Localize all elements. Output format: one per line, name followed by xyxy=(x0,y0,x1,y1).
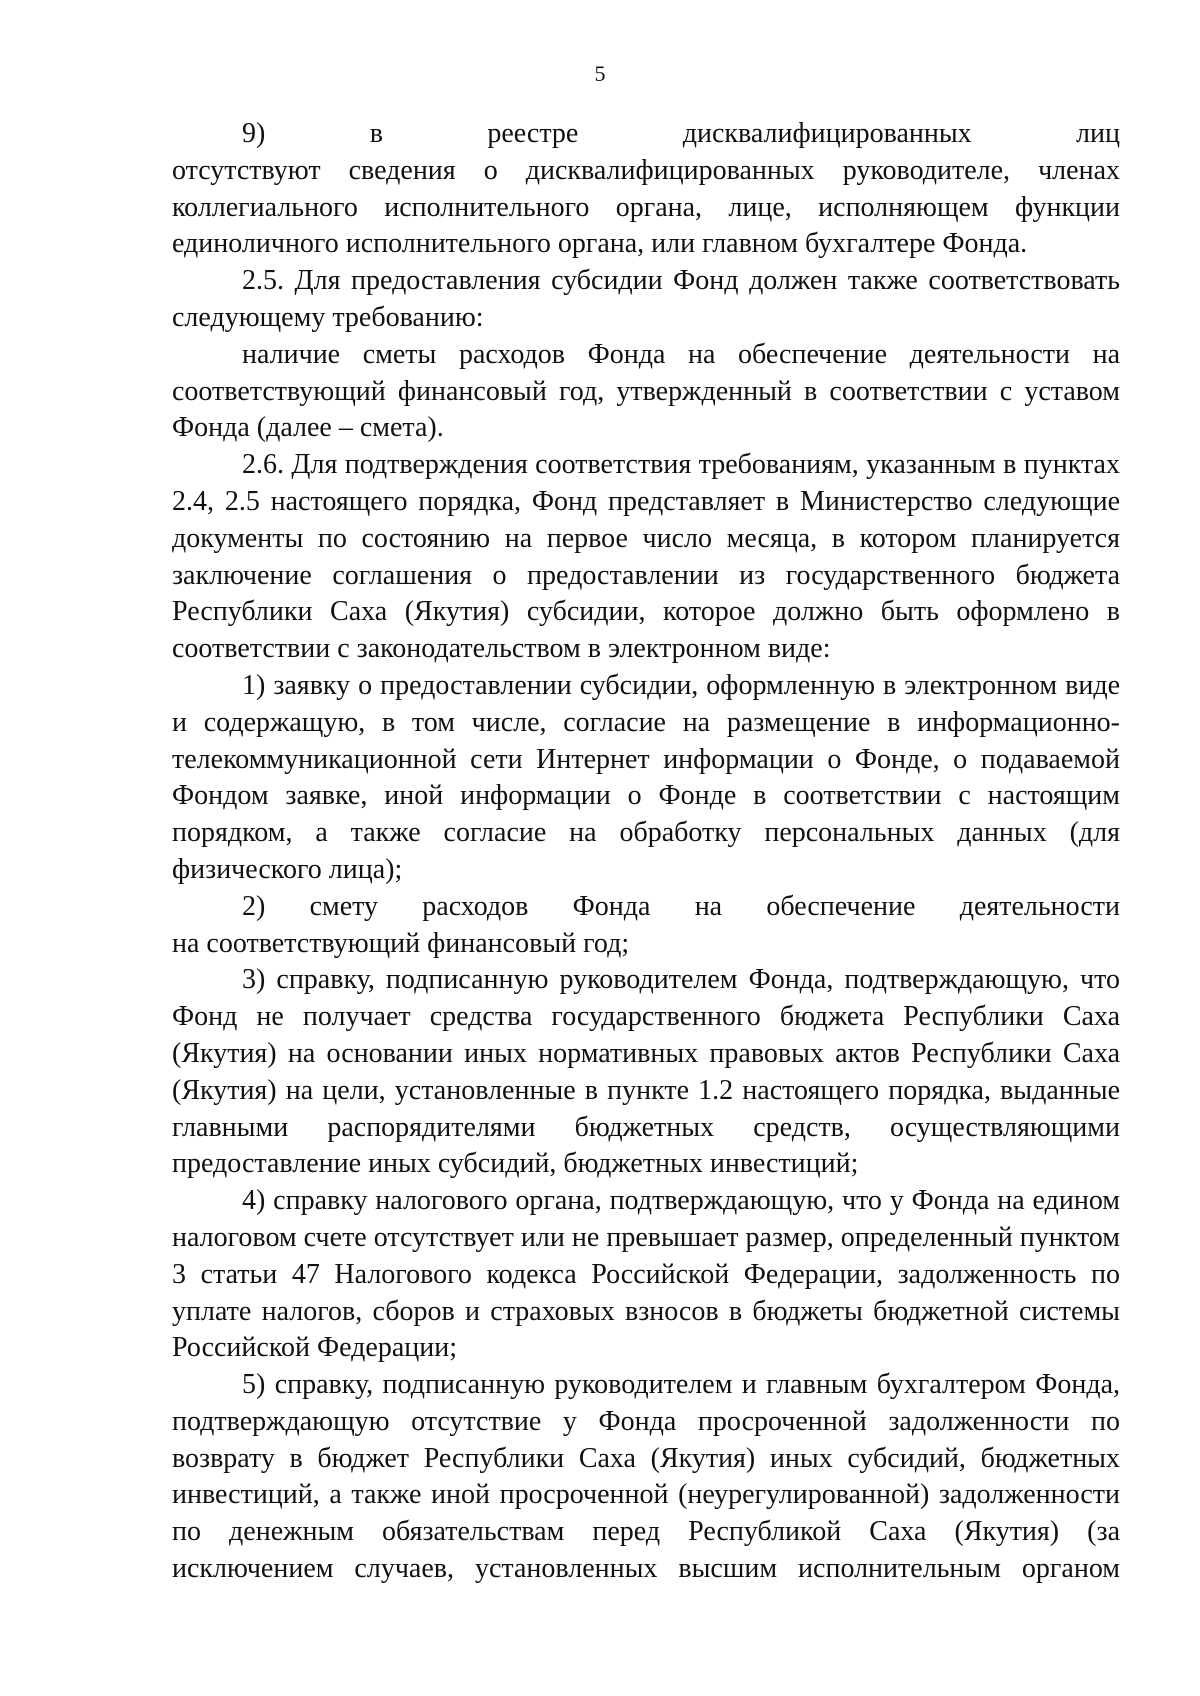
paragraph-document-4-tax-certificate: 4) справку налогового органа, подтверждающую, что у Фонда на едином налоговом счете отсутствует или не превышает размер, определенный пунктом 3 статьи 47 Налогового кодекса Российской Федерации, задолженность по уплате налогов, сборов и страховых взносов в бюджеты бюджетной системы Российской Федерации; xyxy=(172,1185,1120,1364)
paragraph-item-9-body: отсутствуют сведения о дисквалифицированных руководителе, членах коллегиального исполнительного органа, лице, исполняющем функции единоличного исполнительного органа, или главном бухгалтере Фонда. xyxy=(172,154,1120,260)
paragraph-document-5-debt-certificate: 5) справку, подписанную руководителем и главным бухгалтером Фонда, подтверждающую отсутствие у Фонда просроченной задолженности по возврату в бюджет Республики Саха (Якутия) иных субсидий, бюджетных инвестиций, а также иной просроченной (неурегулированной) задолженности по денежным обязательствам перед Республикой Саха (Якутия) (за исключением случаев, установленных высшим исполнительным органом xyxy=(172,1369,1120,1585)
page-number: 5 xyxy=(594,61,606,86)
document-body xyxy=(172,116,1120,1588)
paragraph-2-6: 2.6. Для подтверждения соответствия требованиям, указанным в пунктах 2.4, 2.5 настоящего порядка, Фонд представляет в Министерство следующие документы по состоянию на первое число месяца, в котором планируется заключение соглашения о предоставлении из государственного бюджета Республики Саха (Якутия) субсидии, которое должно быть оформлено в соответствии с законодательством в электронном виде: xyxy=(172,449,1120,665)
paragraph-item-9-lead: 9) в реестре дисквалифицированных лиц xyxy=(242,118,1120,149)
paragraph-document-3-certificate: 3) справку, подписанную руководителем Фонда, подтверждающую, что Фонд не получает средства государственного бюджета Республики Саха (Якутия) на основании иных нормативных правовых актов Республики Саха (Якутия) на цели, установленные в пункте 1.2 настоящего порядка, выданные главными распорядителями бюджетных средств, осуществляющими предоставление иных субсидий, бюджетных инвестиций; xyxy=(172,964,1120,1180)
paragraph-document-1-application: 1) заявку о предоставлении субсидии, оформленную в электронном виде и содержащую, в том числе, согласие на размещение в информационно-телекоммуникационной сети Интернет информации о Фонде, о подаваемой Фондом заявке, иной информации о Фонде в соответствии с настоящим порядком, а также согласие на обработку персональных данных (для физического лица); xyxy=(172,669,1120,885)
paragraph-document-2-body: на соответствующий финансовый год; xyxy=(172,927,630,959)
paragraph-smeta-requirement: наличие сметы расходов Фонда на обеспечение деятельности на соответствующий финансовый год, утвержденный в соответствии с уставом Фонда (далее – смета). xyxy=(172,338,1120,444)
paragraph-2-5: 2.5. Для предоставления субсидии Фонд должен также соответствовать следующему требованию: xyxy=(172,265,1120,333)
paragraph-document-2-lead: 2) смету расходов Фонда на обеспечение деятельности xyxy=(242,890,1120,922)
